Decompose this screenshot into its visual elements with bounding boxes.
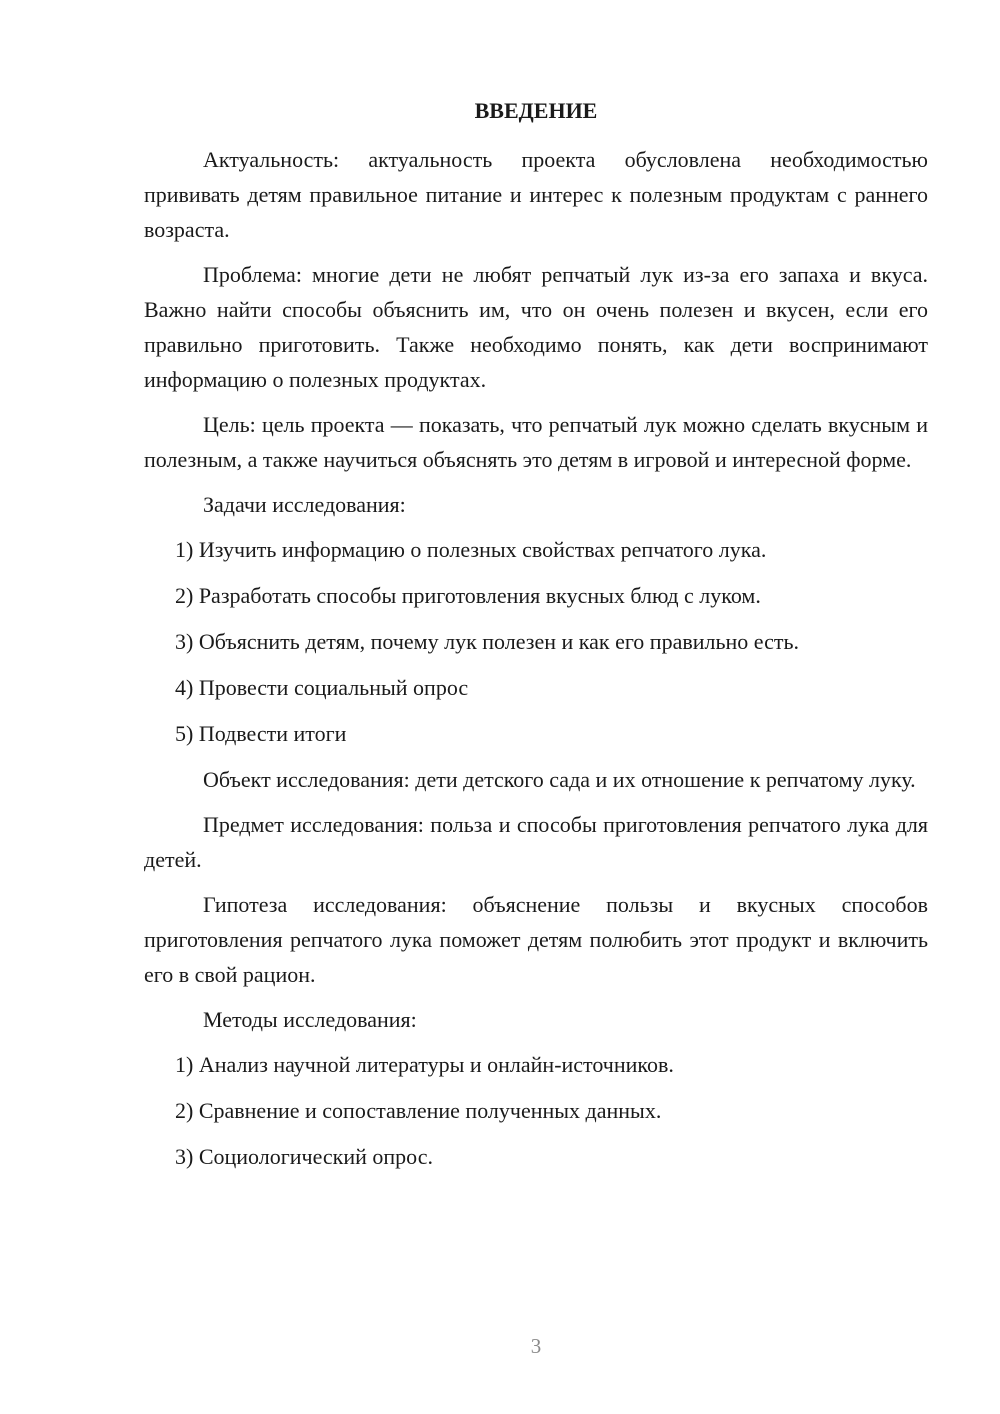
goal-paragraph: Цель: цель проекта — показать, что репчатый лук можно сделать вкусным и полезным, а также научиться объяснять это детям в игровой и интересной форме.: [144, 412, 928, 472]
tasks-title: Задачи исследования:: [203, 492, 406, 517]
document-body: [144, 142, 928, 1185]
list-item: 3) Объяснить детям, почему лук полезен и как его правильно есть.: [175, 629, 800, 654]
methods-list: [144, 1047, 928, 1174]
subject-paragraph: Предмет исследования: польза и способы приготовления репчатого лука для детей.: [144, 812, 928, 872]
list-item: 2) Сравнение и сопоставление полученных данных.: [175, 1098, 662, 1123]
problem-paragraph: Проблема: многие дети не любят репчатый лук из-за его запаха и вкуса. Важно найти способы объяснить им, что он очень полезен и вкусен, если его правильно приготовить. Также необходимо понять, как дети воспринимают информацию о полезных продуктах.: [144, 262, 928, 392]
relevance-paragraph: Актуальность: актуальность проекта обусловлена необходимостью прививать детям правильное питание и интерес к полезным продуктам с раннего возраста.: [144, 147, 928, 242]
list-item: 4) Провести социальный опрос: [175, 675, 469, 700]
page-number: 3: [530, 1334, 542, 1358]
section-heading: ВВЕДЕНИЕ: [474, 98, 598, 123]
list-item: 2) Разработать способы приготовления вкусных блюд с луком.: [175, 583, 761, 608]
tasks-list: [144, 532, 928, 751]
hypothesis-paragraph: Гипотеза исследования: объяснение пользы и вкусных способов приготовления репчатого лука поможет детям полюбить этот продукт и включить его в свой рацион.: [144, 892, 928, 987]
list-item: 3) Социологический опрос.: [175, 1144, 433, 1169]
object-paragraph: Объект исследования: дети детского сада и их отношение к репчатому луку.: [203, 767, 916, 792]
list-item: 1) Изучить информацию о полезных свойствах репчатого лука.: [175, 537, 767, 562]
document-page: [144, 0, 928, 1414]
list-item: 1) Анализ научной литературы и онлайн-источников.: [175, 1052, 674, 1077]
list-item: 5) Подвести итоги: [175, 721, 347, 746]
methods-title: Методы исследования:: [203, 1007, 417, 1032]
